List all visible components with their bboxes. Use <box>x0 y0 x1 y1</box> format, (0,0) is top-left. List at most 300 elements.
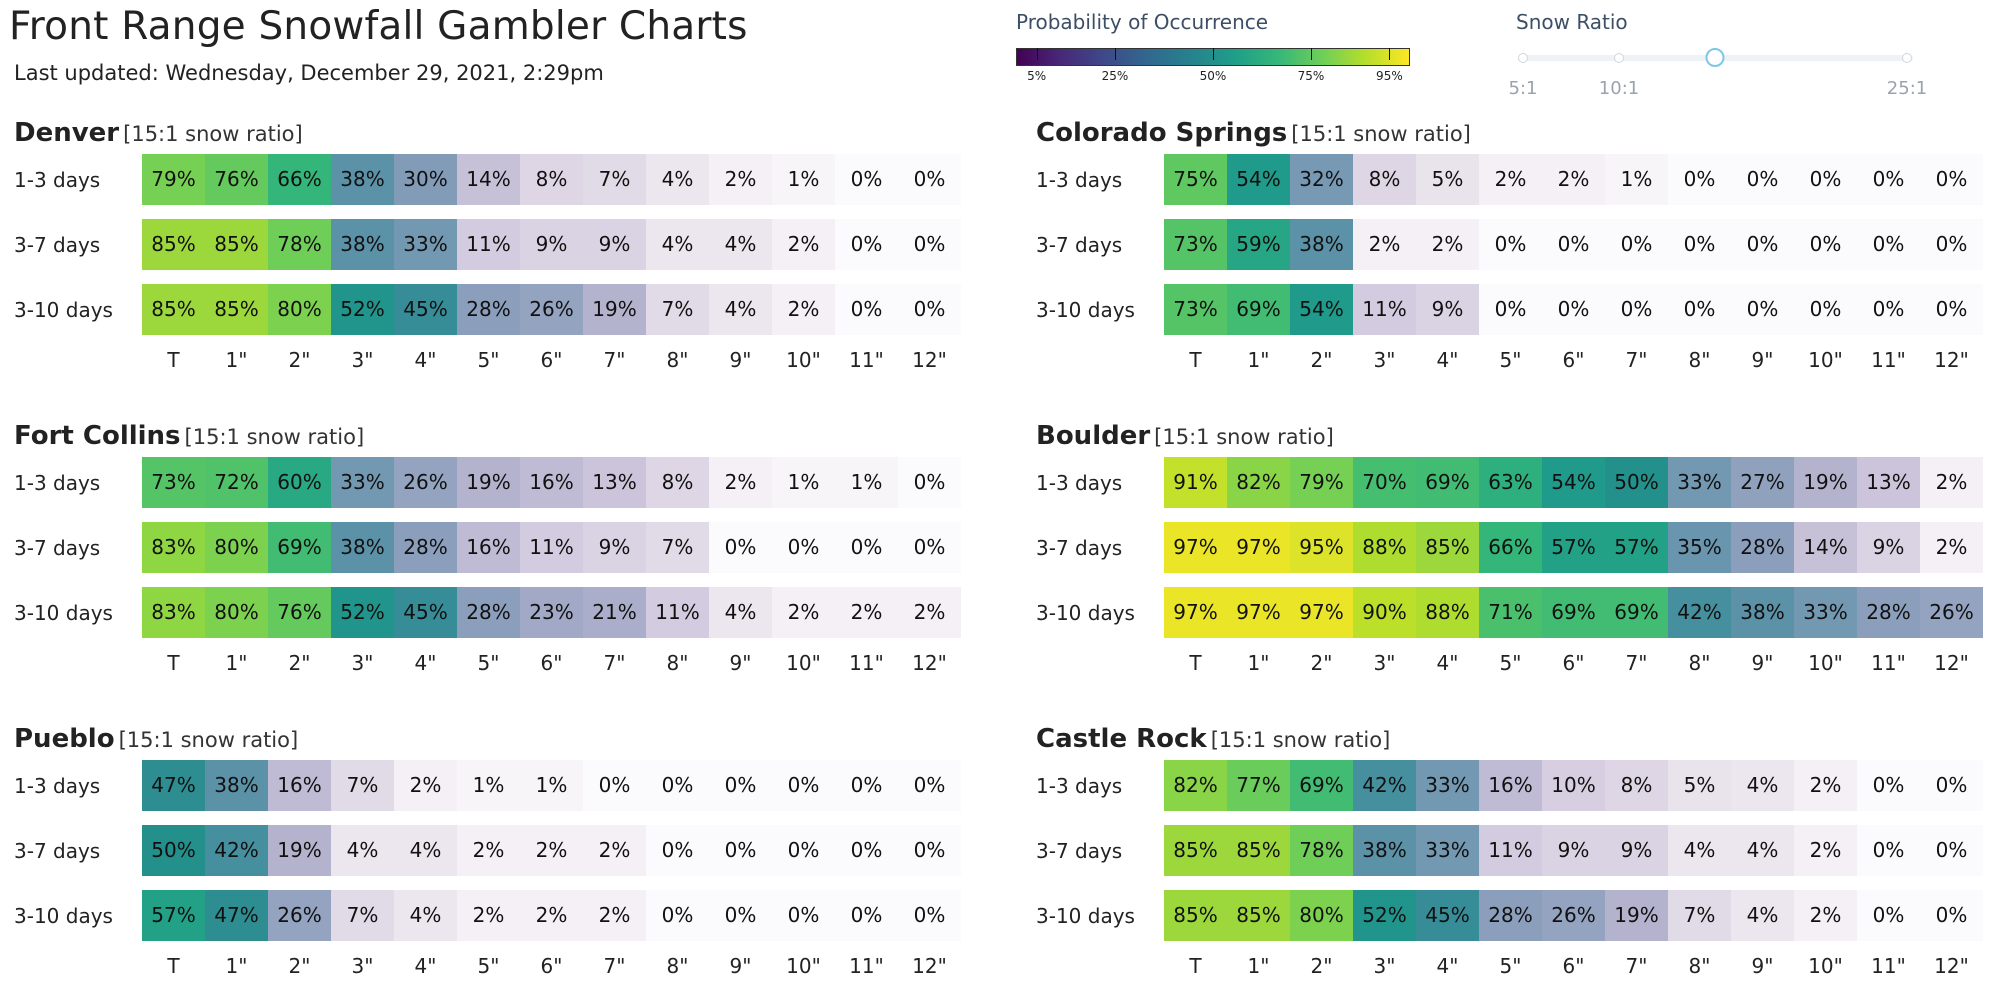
heatmap-cell: 35% <box>1668 522 1731 573</box>
heatmap-cell: 69% <box>1290 760 1353 811</box>
heatmap-cell: 54% <box>1542 457 1605 508</box>
heatmap-cell: 16% <box>520 457 583 508</box>
snow-ratio-label: 5:1 <box>1508 78 1538 99</box>
heatmap-cell: 52% <box>331 284 394 335</box>
heatmap-cell: 30% <box>394 154 457 205</box>
probability-legend <box>1016 10 1412 90</box>
heatmap-cell: 33% <box>1794 587 1857 638</box>
heatmap-cell: 38% <box>1353 825 1416 876</box>
heatmap-cell: 4% <box>646 154 709 205</box>
row-label: 1-3 days <box>1036 471 1123 495</box>
column-label: 4" <box>414 348 437 372</box>
heatmap-cell: 28% <box>1731 522 1794 573</box>
heatmap-cell: 0% <box>709 522 772 573</box>
heatmap-cell: 38% <box>331 219 394 270</box>
snow-ratio-note: [15:1 snow ratio] <box>1291 122 1471 146</box>
heatmap-cell: 0% <box>898 522 961 573</box>
heatmap-cell: 88% <box>1353 522 1416 573</box>
heatmap-cell: 73% <box>1164 284 1227 335</box>
heatmap-cell: 38% <box>1290 219 1353 270</box>
column-label: T <box>1189 651 1202 675</box>
snow-ratio-note: [15:1 snow ratio] <box>118 728 299 752</box>
column-label: 11" <box>1871 651 1906 675</box>
heatmap-cell: 7% <box>583 154 646 205</box>
row-label: 3-7 days <box>14 233 101 257</box>
heatmap-cell: 7% <box>646 522 709 573</box>
legend-tick <box>1115 48 1116 60</box>
column-label: 6" <box>1562 954 1585 978</box>
heatmap-cell: 0% <box>646 890 709 941</box>
row-label: 3-7 days <box>14 536 101 560</box>
heatmap-cell: 82% <box>1164 760 1227 811</box>
heatmap-cell: 85% <box>205 219 268 270</box>
heatmap-cell: 0% <box>583 760 646 811</box>
heatmap-cell: 0% <box>709 890 772 941</box>
column-label: 5" <box>1499 348 1522 372</box>
heatmap-cell: 0% <box>1857 825 1920 876</box>
heatmap-cell: 33% <box>1668 457 1731 508</box>
heatmap-cell: 97% <box>1290 587 1353 638</box>
legend-tick-label: 50% <box>1199 69 1227 83</box>
row-label: 1-3 days <box>1036 774 1123 798</box>
heatmap-cell: 79% <box>1290 457 1353 508</box>
heatmap-cell: 80% <box>205 522 268 573</box>
heatmap-cell: 0% <box>835 219 898 270</box>
heatmap-cell: 0% <box>1542 284 1605 335</box>
heatmap-cell: 5% <box>1668 760 1731 811</box>
heatmap-cell: 82% <box>1227 457 1290 508</box>
city-name: Castle Rock <box>1036 724 1207 754</box>
heatmap-cell: 71% <box>1479 587 1542 638</box>
row-label: 1-3 days <box>14 471 101 495</box>
column-label: 9" <box>1751 954 1774 978</box>
column-label: 7" <box>603 954 626 978</box>
heatmap-cell: 33% <box>394 219 457 270</box>
column-label: 6" <box>1562 651 1585 675</box>
column-label: 3" <box>1373 348 1396 372</box>
heatmap-cell: 0% <box>1857 284 1920 335</box>
snow-ratio-label: 25:1 <box>1886 78 1928 99</box>
column-label: 8" <box>1688 348 1711 372</box>
legend-tick-label: 95% <box>1376 69 1403 83</box>
heatmap-cell: 0% <box>1668 219 1731 270</box>
heatmap-cell: 2% <box>1794 890 1857 941</box>
heatmap-cell: 0% <box>1920 890 1983 941</box>
legend-tick-label: 75% <box>1297 69 1325 83</box>
row-label: 3-7 days <box>1036 233 1123 257</box>
heatmap-cell: 0% <box>1920 284 1983 335</box>
column-label: 1" <box>225 348 248 372</box>
column-label: 5" <box>477 954 500 978</box>
heatmap-cell: 33% <box>1416 825 1479 876</box>
column-label: 12" <box>912 954 947 978</box>
snow-ratio-note: [15:1 snow ratio] <box>1154 425 1334 449</box>
heatmap-cell: 14% <box>457 154 520 205</box>
heatmap-cell: 45% <box>1416 890 1479 941</box>
page-title: Front Range Snowfall Gambler Charts <box>9 4 748 49</box>
column-label: 7" <box>1625 954 1648 978</box>
heatmap-cell: 77% <box>1227 760 1290 811</box>
heatmap-cell: 2% <box>520 890 583 941</box>
heatmap-cell: 2% <box>1920 457 1983 508</box>
column-label: T <box>1189 954 1202 978</box>
heatmap-cell: 45% <box>394 587 457 638</box>
heatmap-cell: 28% <box>457 587 520 638</box>
column-label: 10" <box>786 651 821 675</box>
column-label: 12" <box>912 651 947 675</box>
row-label: 3-10 days <box>1036 298 1135 322</box>
heatmap-cell: 0% <box>1857 760 1920 811</box>
heatmap-cell: 0% <box>772 890 835 941</box>
row-label: 3-7 days <box>1036 536 1123 560</box>
legend-tick-label: 25% <box>1101 69 1129 83</box>
heatmap-cell: 13% <box>583 457 646 508</box>
column-label: 9" <box>1751 348 1774 372</box>
heatmap-cell: 1% <box>772 154 835 205</box>
heatmap-cell: 38% <box>1731 587 1794 638</box>
heatmap-cell: 78% <box>268 219 331 270</box>
heatmap-cell: 0% <box>1731 219 1794 270</box>
heatmap-cell: 60% <box>268 457 331 508</box>
heatmap-cell: 1% <box>772 457 835 508</box>
heatmap-cell: 0% <box>898 825 961 876</box>
column-label: 2" <box>288 954 311 978</box>
heatmap-cell: 0% <box>835 890 898 941</box>
heatmap-cell: 2% <box>457 825 520 876</box>
heatmap-cell: 0% <box>646 760 709 811</box>
heatmap-cell: 9% <box>583 219 646 270</box>
snow-ratio-title: Snow Ratio <box>1516 10 1628 34</box>
heatmap-cell: 21% <box>583 587 646 638</box>
city-name: Colorado Springs <box>1036 118 1288 148</box>
column-label: 10" <box>1808 651 1843 675</box>
heatmap-cell: 2% <box>520 825 583 876</box>
chart-castle-rock <box>1036 724 2000 1004</box>
heatmap-cell: 52% <box>331 587 394 638</box>
heatmap-cell: 0% <box>709 760 772 811</box>
heatmap-cell: 57% <box>142 890 205 941</box>
heatmap-cell: 7% <box>331 760 394 811</box>
heatmap-cell: 57% <box>1542 522 1605 573</box>
column-label: 12" <box>912 348 947 372</box>
row-label: 3-10 days <box>1036 904 1135 928</box>
heatmap-cell: 2% <box>1416 219 1479 270</box>
heatmap-cell: 0% <box>1668 154 1731 205</box>
heatmap-cell: 9% <box>1416 284 1479 335</box>
heatmap-cell: 72% <box>205 457 268 508</box>
heatmap-cell: 16% <box>268 760 331 811</box>
heatmap-cell: 8% <box>1605 760 1668 811</box>
heatmap-cell: 28% <box>394 522 457 573</box>
column-label: 3" <box>1373 651 1396 675</box>
heatmap-cell: 85% <box>1416 522 1479 573</box>
heatmap-cell: 69% <box>1416 457 1479 508</box>
heatmap-cell: 76% <box>205 154 268 205</box>
heatmap-cell: 73% <box>1164 219 1227 270</box>
heatmap-cell: 19% <box>1605 890 1668 941</box>
column-label: 1" <box>1247 651 1270 675</box>
snow-ratio-stop[interactable] <box>1902 53 1912 63</box>
heatmap-cell: 85% <box>1227 890 1290 941</box>
snow-ratio-slider[interactable] <box>1508 10 1936 99</box>
row-label: 3-10 days <box>1036 601 1135 625</box>
column-label: 8" <box>666 348 689 372</box>
heatmap-cell: 11% <box>1353 284 1416 335</box>
heatmap-cell: 97% <box>1164 522 1227 573</box>
column-label: 2" <box>1310 954 1333 978</box>
heatmap-cell: 0% <box>709 825 772 876</box>
heatmap-cell: 26% <box>520 284 583 335</box>
column-label: 5" <box>477 348 500 372</box>
heatmap-cell: 69% <box>1605 587 1668 638</box>
heatmap-cell: 2% <box>1542 154 1605 205</box>
column-label: 12" <box>1934 651 1969 675</box>
heatmap-cell: 26% <box>1920 587 1983 638</box>
heatmap-cell: 0% <box>1794 284 1857 335</box>
heatmap-cell: 9% <box>1542 825 1605 876</box>
heatmap-cell: 80% <box>1290 890 1353 941</box>
column-label: 4" <box>414 651 437 675</box>
heatmap-cell: 79% <box>142 154 205 205</box>
heatmap-cell: 26% <box>1542 890 1605 941</box>
chart-header <box>14 421 364 451</box>
heatmap-cell: 85% <box>1164 825 1227 876</box>
heatmap-cell: 0% <box>898 457 961 508</box>
heatmap-cell: 0% <box>646 825 709 876</box>
chart-header <box>14 724 298 754</box>
heatmap-cell: 38% <box>205 760 268 811</box>
heatmap-cell: 8% <box>646 457 709 508</box>
heatmap-cell: 0% <box>1857 219 1920 270</box>
heatmap-cell: 45% <box>394 284 457 335</box>
heatmap-cell: 0% <box>1605 219 1668 270</box>
column-label: 11" <box>1871 954 1906 978</box>
column-label: 2" <box>1310 348 1333 372</box>
heatmap-cell: 63% <box>1479 457 1542 508</box>
heatmap-cell: 4% <box>1731 890 1794 941</box>
snow-ratio-note: [15:1 snow ratio] <box>1210 728 1391 752</box>
heatmap-cell: 0% <box>898 219 961 270</box>
column-label: 8" <box>666 954 689 978</box>
column-label: T <box>167 348 180 372</box>
legend-tick <box>1213 48 1214 60</box>
column-label: 12" <box>1934 954 1969 978</box>
column-label: 5" <box>1499 954 1522 978</box>
column-label: 3" <box>351 954 374 978</box>
column-label: 4" <box>414 954 437 978</box>
column-label: 6" <box>1562 348 1585 372</box>
heatmap-cell: 9% <box>1605 825 1668 876</box>
column-label: 6" <box>540 954 563 978</box>
heatmap-cell: 0% <box>835 760 898 811</box>
heatmap-cell: 0% <box>772 825 835 876</box>
row-label: 3-10 days <box>14 298 113 322</box>
heatmap-cell: 38% <box>331 522 394 573</box>
heatmap-cell: 69% <box>1542 587 1605 638</box>
chart-header <box>1036 724 1390 754</box>
legend-tick <box>1389 48 1390 60</box>
heatmap-cell: 0% <box>1857 890 1920 941</box>
last-updated: Last updated: Wednesday, December 29, 2021, 2:29pm <box>14 61 604 85</box>
heatmap-cell: 32% <box>1290 154 1353 205</box>
column-label: 2" <box>1310 651 1333 675</box>
heatmap-cell: 10% <box>1542 760 1605 811</box>
row-label: 1-3 days <box>14 168 101 192</box>
column-label: 8" <box>666 651 689 675</box>
chart-header <box>1036 118 1471 148</box>
heatmap-cell: 7% <box>331 890 394 941</box>
column-label: 1" <box>1247 954 1270 978</box>
row-label: 3-10 days <box>14 601 113 625</box>
heatmap-cell: 28% <box>1857 587 1920 638</box>
heatmap-cell: 38% <box>331 154 394 205</box>
column-label: 2" <box>288 348 311 372</box>
heatmap-cell: 52% <box>1353 890 1416 941</box>
row-label: 3-10 days <box>14 904 113 928</box>
column-label: 7" <box>603 651 626 675</box>
heatmap-cell: 0% <box>1920 825 1983 876</box>
heatmap-cell: 2% <box>772 219 835 270</box>
heatmap-cell: 1% <box>835 457 898 508</box>
heatmap-cell: 1% <box>457 760 520 811</box>
heatmap-cell: 59% <box>1227 219 1290 270</box>
heatmap-cell: 0% <box>1920 760 1983 811</box>
heatmap-cell: 0% <box>835 154 898 205</box>
heatmap-cell: 4% <box>709 219 772 270</box>
heatmap-cell: 0% <box>835 284 898 335</box>
heatmap-cell: 4% <box>331 825 394 876</box>
heatmap-cell: 2% <box>1479 154 1542 205</box>
chart-boulder <box>1036 421 2000 701</box>
heatmap-cell: 66% <box>268 154 331 205</box>
row-label: 1-3 days <box>1036 168 1123 192</box>
heatmap-cell: 5% <box>1416 154 1479 205</box>
column-label: 11" <box>849 954 884 978</box>
heatmap-cell: 33% <box>1416 760 1479 811</box>
heatmap-cell: 0% <box>835 825 898 876</box>
heatmap-cell: 14% <box>1794 522 1857 573</box>
heatmap-cell: 1% <box>1605 154 1668 205</box>
heatmap-cell: 27% <box>1731 457 1794 508</box>
heatmap-cell: 1% <box>520 760 583 811</box>
heatmap-cell: 95% <box>1290 522 1353 573</box>
city-name: Pueblo <box>14 724 115 754</box>
column-label: 10" <box>786 954 821 978</box>
heatmap-cell: 0% <box>772 522 835 573</box>
heatmap-cell: 4% <box>646 219 709 270</box>
heatmap-cell: 47% <box>205 890 268 941</box>
heatmap-cell: 4% <box>709 284 772 335</box>
heatmap-cell: 0% <box>1794 154 1857 205</box>
heatmap-cell: 0% <box>1668 284 1731 335</box>
city-name: Denver <box>14 118 120 148</box>
heatmap-cell: 90% <box>1353 587 1416 638</box>
heatmap-cell: 9% <box>583 522 646 573</box>
legend-tick <box>1037 48 1038 60</box>
column-label: 3" <box>1373 954 1396 978</box>
snow-ratio-stop[interactable] <box>1518 53 1528 63</box>
heatmap-cell: 4% <box>394 825 457 876</box>
heatmap-cell: 97% <box>1227 587 1290 638</box>
city-name: Boulder <box>1036 421 1151 451</box>
heatmap-cell: 76% <box>268 587 331 638</box>
heatmap-cell: 0% <box>1920 154 1983 205</box>
column-label: 3" <box>351 651 374 675</box>
heatmap-cell: 33% <box>331 457 394 508</box>
heatmap-cell: 11% <box>457 219 520 270</box>
snow-ratio-note: [15:1 snow ratio] <box>184 425 365 449</box>
heatmap-cell: 19% <box>457 457 520 508</box>
heatmap-cell: 26% <box>394 457 457 508</box>
column-label: 4" <box>1436 651 1459 675</box>
snow-ratio-stop[interactable] <box>1614 53 1624 63</box>
column-label: 1" <box>1247 348 1270 372</box>
heatmap-cell: 0% <box>1920 219 1983 270</box>
heatmap-cell: 85% <box>205 284 268 335</box>
heatmap-cell: 11% <box>520 522 583 573</box>
chart-denver <box>14 118 994 398</box>
heatmap-cell: 80% <box>205 587 268 638</box>
heatmap-cell: 28% <box>1479 890 1542 941</box>
chart-pueblo <box>14 724 994 1004</box>
snow-ratio-label: 10:1 <box>1598 78 1640 99</box>
heatmap-cell: 2% <box>583 890 646 941</box>
heatmap-cell: 0% <box>898 890 961 941</box>
heatmap-cell: 2% <box>772 587 835 638</box>
heatmap-cell: 28% <box>457 284 520 335</box>
column-label: 10" <box>1808 348 1843 372</box>
heatmap-cell: 2% <box>1353 219 1416 270</box>
heatmap-cell: 0% <box>898 154 961 205</box>
heatmap-cell: 83% <box>142 587 205 638</box>
heatmap-cell: 0% <box>1542 219 1605 270</box>
heatmap-cell: 50% <box>1605 457 1668 508</box>
heatmap-cell: 2% <box>709 154 772 205</box>
heatmap-cell: 2% <box>1794 825 1857 876</box>
heatmap-cell: 85% <box>1227 825 1290 876</box>
chart-colorado-springs <box>1036 118 2000 398</box>
heatmap-cell: 80% <box>268 284 331 335</box>
heatmap-cell: 2% <box>1920 522 1983 573</box>
snow-ratio-handle[interactable] <box>1706 48 1725 67</box>
heatmap-cell: 97% <box>1227 522 1290 573</box>
heatmap-cell: 66% <box>1479 522 1542 573</box>
column-label: 10" <box>786 348 821 372</box>
row-label: 3-7 days <box>1036 839 1123 863</box>
column-label: 1" <box>225 651 248 675</box>
column-label: 6" <box>540 348 563 372</box>
column-label: 6" <box>540 651 563 675</box>
column-label: 9" <box>1751 651 1774 675</box>
column-label: 5" <box>477 651 500 675</box>
column-label: 7" <box>1625 651 1648 675</box>
heatmap-cell: 0% <box>1605 284 1668 335</box>
heatmap-cell: 4% <box>709 587 772 638</box>
heatmap-cell: 9% <box>520 219 583 270</box>
column-label: 4" <box>1436 348 1459 372</box>
heatmap-cell: 8% <box>520 154 583 205</box>
heatmap-cell: 26% <box>268 890 331 941</box>
heatmap-cell: 2% <box>457 890 520 941</box>
column-label: T <box>167 651 180 675</box>
heatmap-cell: 13% <box>1857 457 1920 508</box>
row-label: 1-3 days <box>14 774 101 798</box>
column-label: 11" <box>849 651 884 675</box>
heatmap-cell: 19% <box>1794 457 1857 508</box>
column-label: 7" <box>1625 348 1648 372</box>
column-label: 4" <box>1436 954 1459 978</box>
heatmap-cell: 7% <box>1668 890 1731 941</box>
